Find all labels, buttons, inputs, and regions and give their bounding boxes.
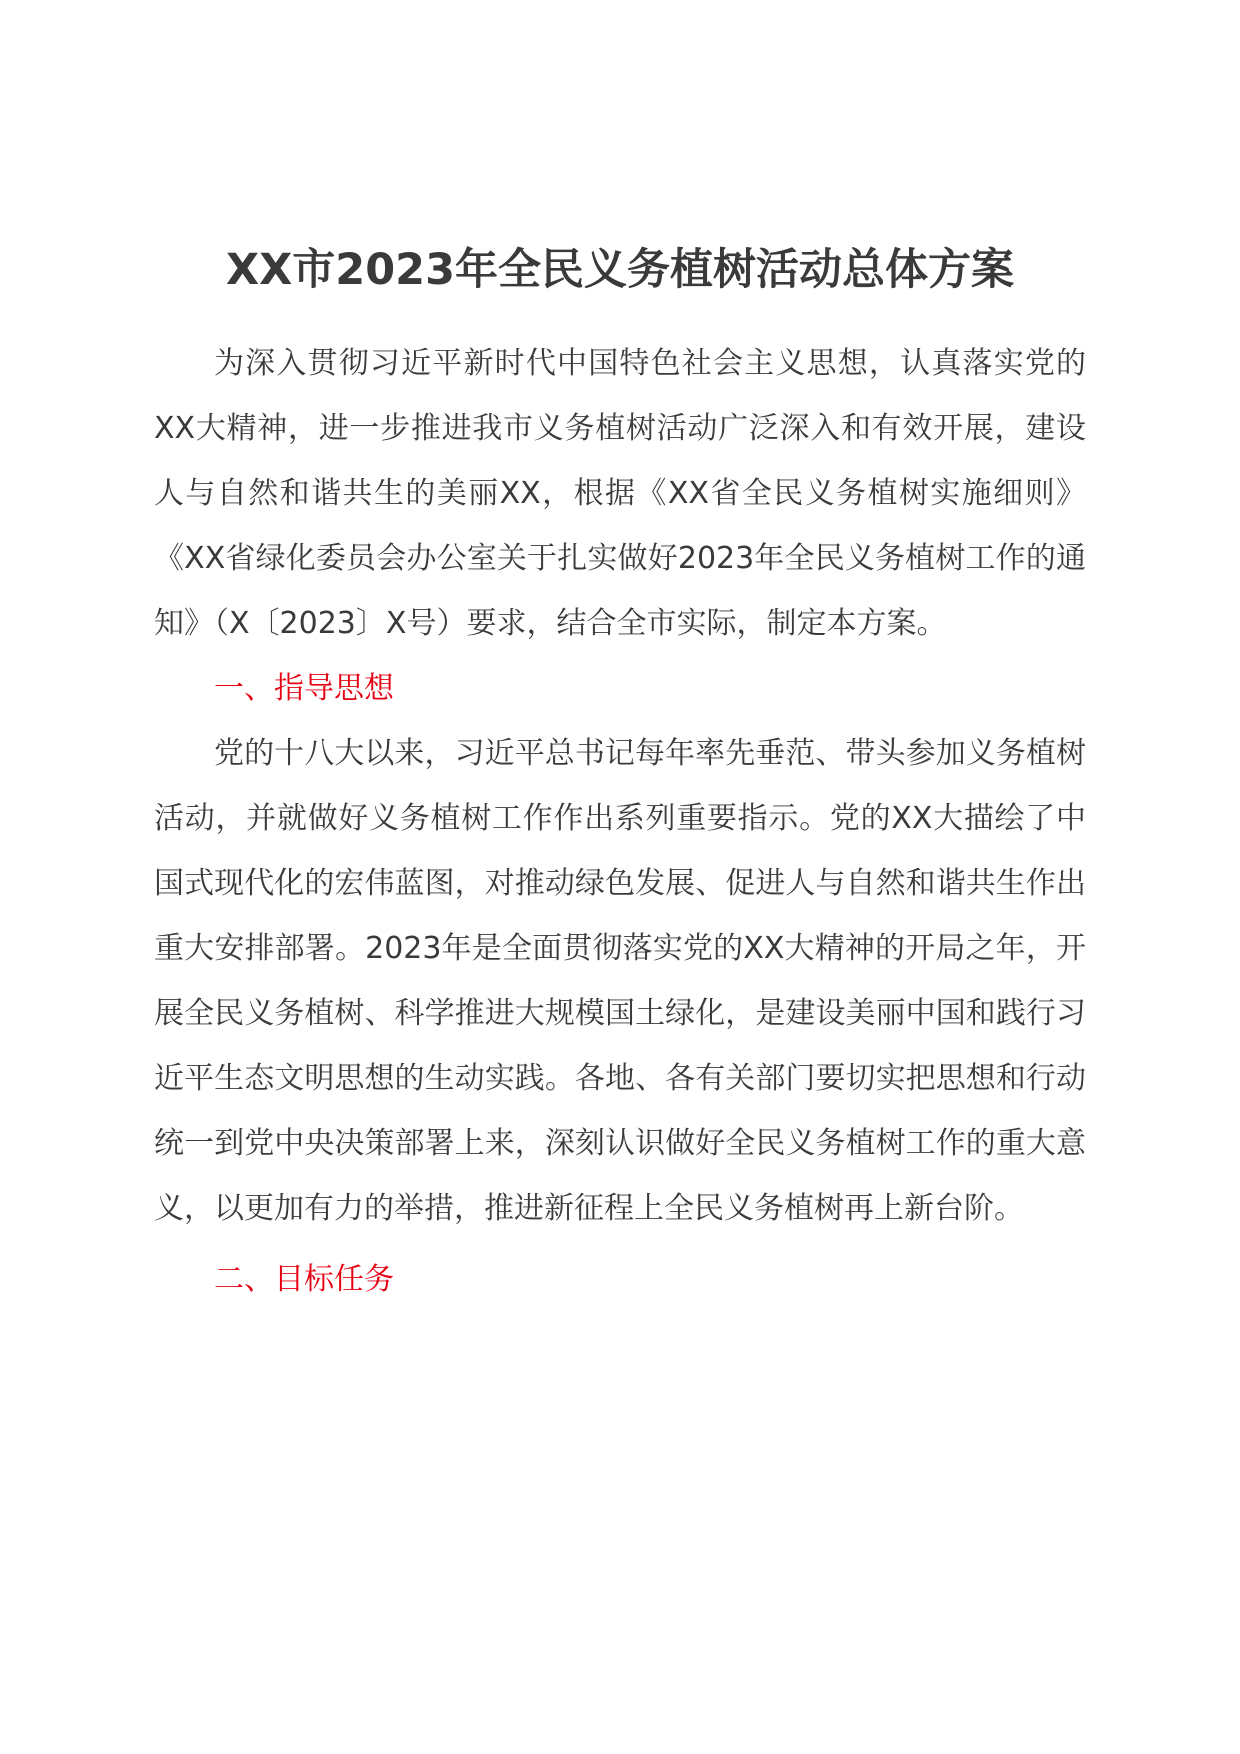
section-heading-guiding-thought: 一、指导思想: [214, 671, 394, 706]
intro-paragraph: 为深入贯彻习近平新时代中国特色社会主义思想，认真落实党的XX大精神，进一步推进我市义务植树活动广泛深入和有效开展，建设人与自然和谐共生的美丽XX，根据《XX省全民义务植树实施细则》《XX省绿化委员会办公室关于扎实做好2023年全民义务植树工作的通知》（X〔2023〕X号）要求，结合全市实际，制定本方案。: [154, 346, 1086, 641]
document-body: [154, 331, 1086, 1312]
document-title: XX市2023年全民义务植树活动总体方案: [226, 245, 1014, 295]
section-paragraph-guiding-thought: 党的十八大以来，习近平总书记每年率先垂范、带头参加义务植树活动，并就做好义务植树工作作出系列重要指示。党的XX大描绘了中国式现代化的宏伟蓝图，对推动绿色发展、促进人与自然和谐共生作出重大安排部署。2023年是全面贯彻落实党的XX大精神的开局之年，开展全民义务植树、科学推进大规模国土绿化，是建设美丽中国和践行习近平生态文明思想的生动实践。各地、各有关部门要切实把思想和行动统一到党中央决策部署上来，深刻认识做好全民义务植树工作的重大意义，以更加有力的举措，推进新征程上全民义务植树再上新台阶。: [154, 736, 1086, 1226]
section-heading-goals-tasks: 二、目标任务: [214, 1262, 394, 1297]
